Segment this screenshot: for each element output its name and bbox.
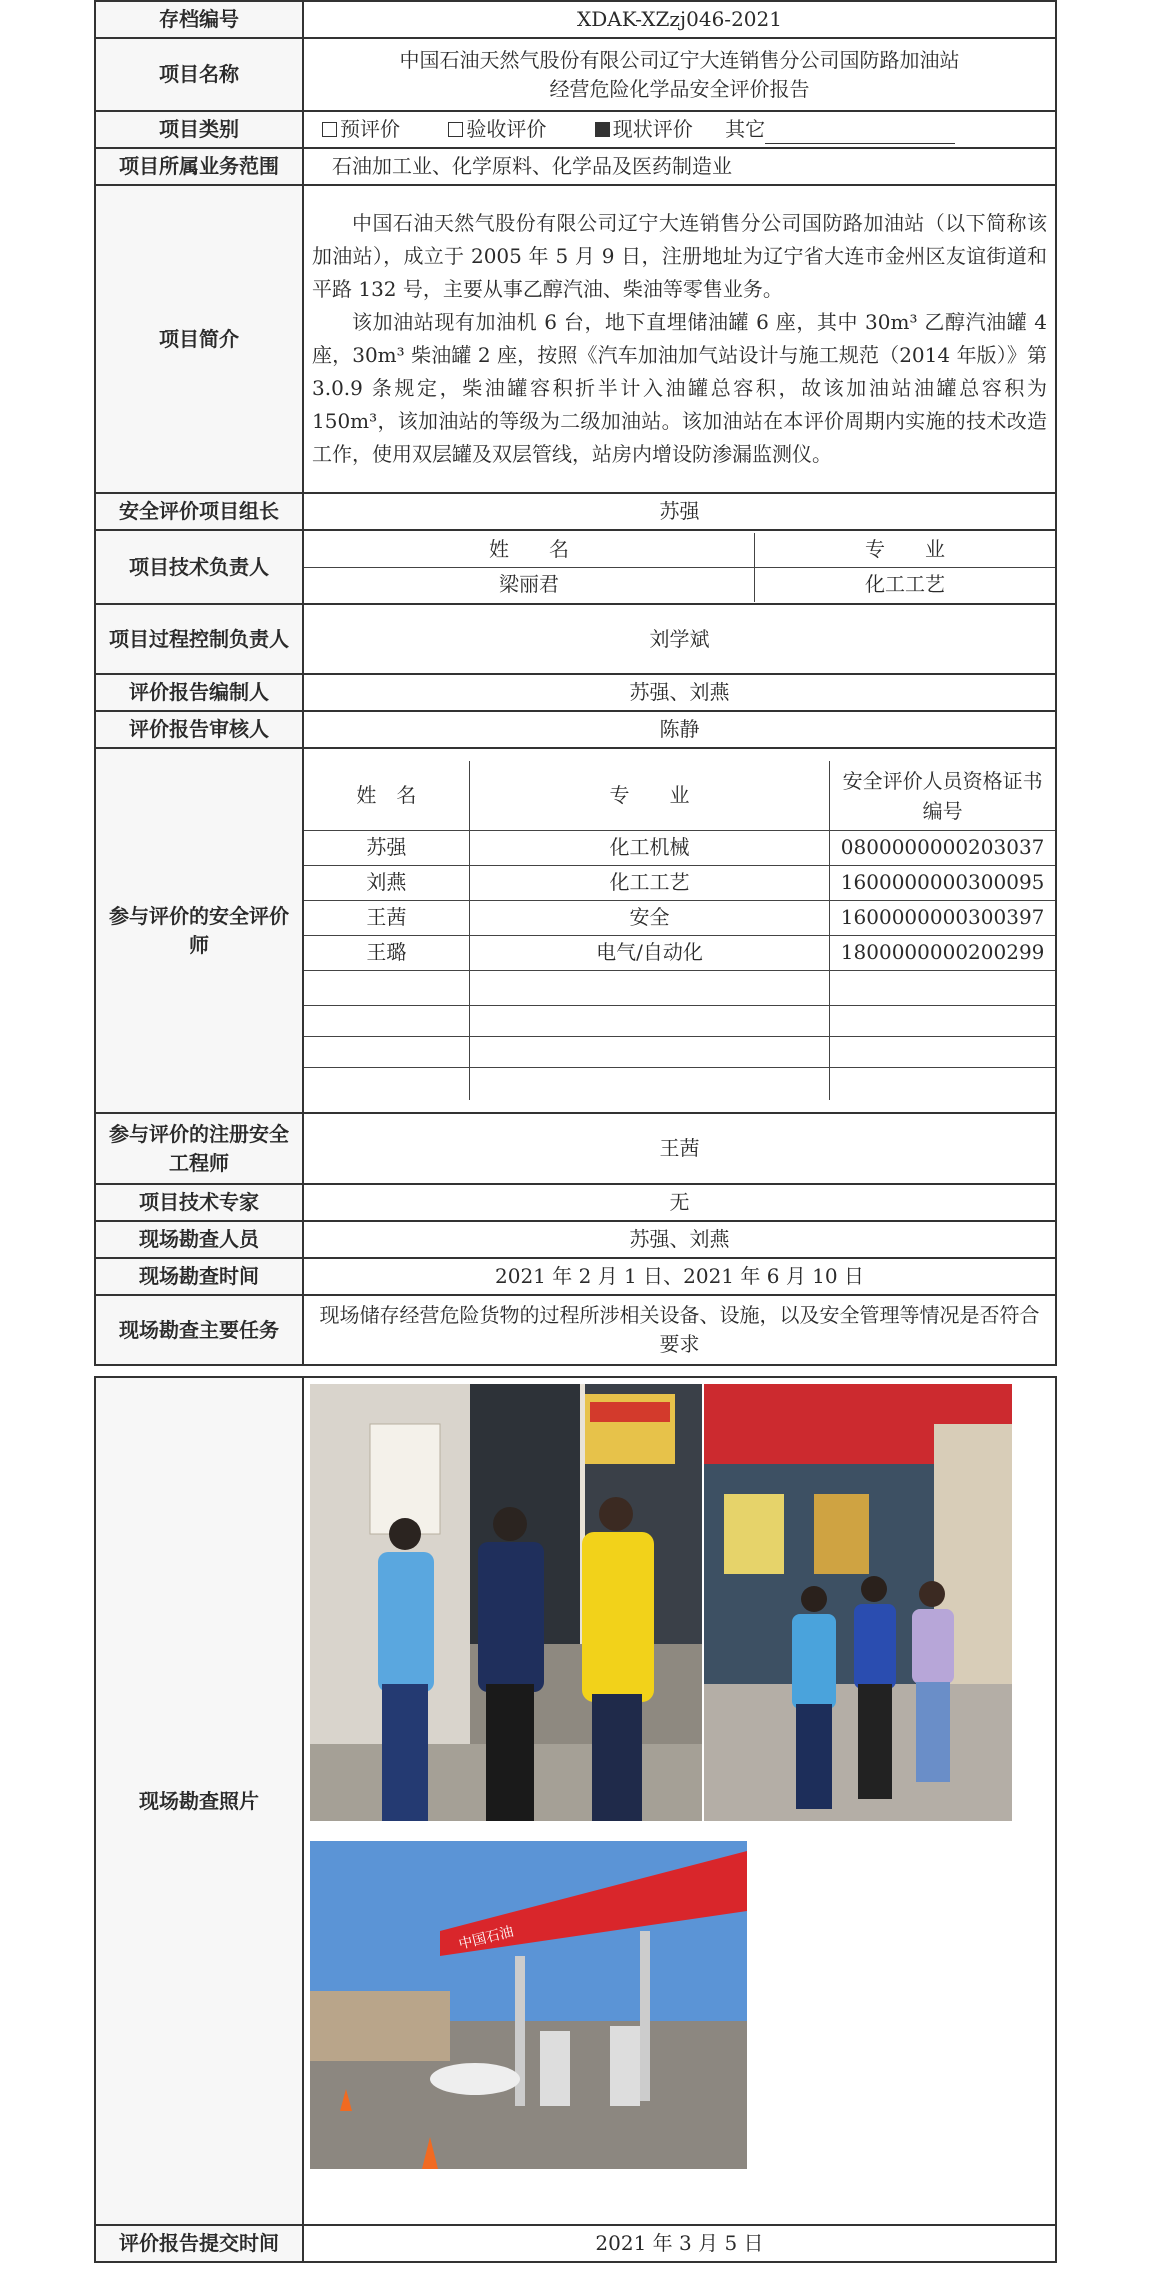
- tech-expert: 无: [303, 1184, 1056, 1221]
- tech-lead-name-header: 姓 名: [304, 533, 755, 568]
- assessors-table: [304, 761, 1055, 1100]
- inspection-task: 现场储存经营危险货物的过程所涉相关设备、设施，以及安全管理等情况是否符合要求: [303, 1295, 1056, 1365]
- section-gap: [95, 1365, 1056, 1377]
- report-reviewer: 陈静: [303, 711, 1056, 748]
- project-name: [303, 38, 1056, 111]
- project-type-label: 项目类别: [95, 111, 303, 148]
- option-other[interactable]: 其它: [725, 117, 955, 141]
- assessors-cell: [303, 748, 1056, 1113]
- info-table: [94, 0, 1057, 2263]
- archive-label: 存档编号: [95, 1, 303, 38]
- table-row: 苏强 化工机械 0800000000203037: [304, 830, 1055, 865]
- intro-text: [303, 185, 1056, 493]
- tech-lead-major-header: 专 业: [755, 533, 1055, 568]
- archive-number: XDAK-XZzj046-2021: [303, 1, 1056, 38]
- tech-lead-label: 项目技术负责人: [95, 530, 303, 604]
- inspection-task-label: 现场勘查主要任务: [95, 1295, 303, 1365]
- option-acceptance[interactable]: 验收评价: [448, 117, 546, 141]
- project-type-options: [303, 111, 1056, 148]
- photos-label: 现场勘查照片: [95, 1377, 303, 2225]
- tech-lead-major: 化工工艺: [755, 567, 1055, 602]
- photos-cell: [303, 1377, 1056, 2225]
- inspection-time: 2021 年 2 月 1 日、2021 年 6 月 10 日: [303, 1258, 1056, 1295]
- assessor-major-header: 专 业: [469, 761, 829, 830]
- tech-expert-label: 项目技术专家: [95, 1184, 303, 1221]
- table-row: [304, 1067, 1055, 1100]
- report-form: [94, 0, 1057, 2263]
- canopy-sign: 中国石油: [457, 1923, 516, 1953]
- inspectors: 苏强、刘燕: [303, 1221, 1056, 1258]
- table-row: [304, 1036, 1055, 1067]
- table-row: [304, 970, 1055, 1005]
- table-row: 王茜 安全 1600000000300397: [304, 900, 1055, 935]
- table-row: 王璐 电气/自动化 1800000000200299: [304, 935, 1055, 970]
- registered-engineer-label: 参与评价的注册安全工程师: [95, 1113, 303, 1184]
- inspectors-label: 现场勘查人员: [95, 1221, 303, 1258]
- table-row: [304, 1005, 1055, 1036]
- site-photo-station-building: [704, 1384, 1012, 1821]
- assessor-name-header: 姓 名: [304, 761, 469, 830]
- other-blank-line[interactable]: [765, 123, 955, 144]
- business-scope: 石油加工业、化学原料、化学品及医药制造业: [303, 148, 1056, 185]
- registered-engineer: 王茜: [303, 1113, 1056, 1184]
- inspection-time-label: 现场勘查时间: [95, 1258, 303, 1295]
- intro-label: 项目简介: [95, 185, 303, 493]
- assessor-cert-header: 安全评价人员资格证书编号: [830, 761, 1055, 830]
- checkbox-pre[interactable]: [322, 122, 337, 137]
- project-name-label: 项目名称: [95, 38, 303, 111]
- site-photo-store-front: [310, 1384, 702, 1821]
- tech-lead-table: [304, 533, 1055, 602]
- team-leader: 苏强: [303, 493, 1056, 530]
- intro-paragraph-2: 该加油站现有加油机 6 台，地下直埋储油罐 6 座，其中 30m³ 乙醇汽油罐 4 座，30m³ 柴油罐 2 座，按照《汽车加油加气站设计与施工规范（2014 年版）》第 3.0.9 条规定，柴油罐容积折半计入油罐总容积，故该加油站油罐总容积为 150m³，该加油站的等级为二级加油站。该加油站在本评价周期内实施的技术改造工作，使用双层罐及双层管线，站房内增设防渗漏监测仪。: [312, 310, 1047, 466]
- assessor-rows: [304, 830, 1055, 1100]
- intro-paragraph-1: 中国石油天然气股份有限公司辽宁大连销售分公司国防路加油站（以下简称该加油站），成立于 2005 年 5 月 9 日，注册地址为辽宁省大连市金州区友谊街道和平路 132 号，主要从事乙醇汽油、柴油等零售业务。: [312, 211, 1047, 301]
- process-control: 刘学斌: [303, 604, 1056, 674]
- process-control-label: 项目过程控制负责人: [95, 604, 303, 674]
- report-author: 苏强、刘燕: [303, 674, 1056, 711]
- project-name-line2: 经营危险化学品安全评价报告: [549, 76, 810, 101]
- submission-date: 2021 年 3 月 5 日: [303, 2225, 1056, 2262]
- report-reviewer-label: 评价报告审核人: [95, 711, 303, 748]
- team-leader-label: 安全评价项目组长: [95, 493, 303, 530]
- project-name-line1: 中国石油天然气股份有限公司辽宁大连销售分公司国防路加油站: [399, 47, 960, 72]
- photo-area: [304, 1378, 1055, 2224]
- business-scope-label: 项目所属业务范围: [95, 148, 303, 185]
- tech-lead-cell: [303, 530, 1056, 604]
- checkbox-acceptance[interactable]: [448, 122, 463, 137]
- report-author-label: 评价报告编制人: [95, 674, 303, 711]
- option-pre[interactable]: 预评价: [322, 117, 400, 141]
- table-row: 刘燕 化工工艺 1600000000300095: [304, 865, 1055, 900]
- tech-lead-name: 梁丽君: [304, 567, 755, 602]
- assessors-label: 参与评价的安全评价师: [95, 748, 303, 1113]
- checkbox-current-checked[interactable]: [595, 122, 610, 137]
- site-photo-forecourt: [310, 1841, 747, 2169]
- option-current[interactable]: 现状评价: [595, 117, 693, 141]
- submission-label: 评价报告提交时间: [95, 2225, 303, 2262]
